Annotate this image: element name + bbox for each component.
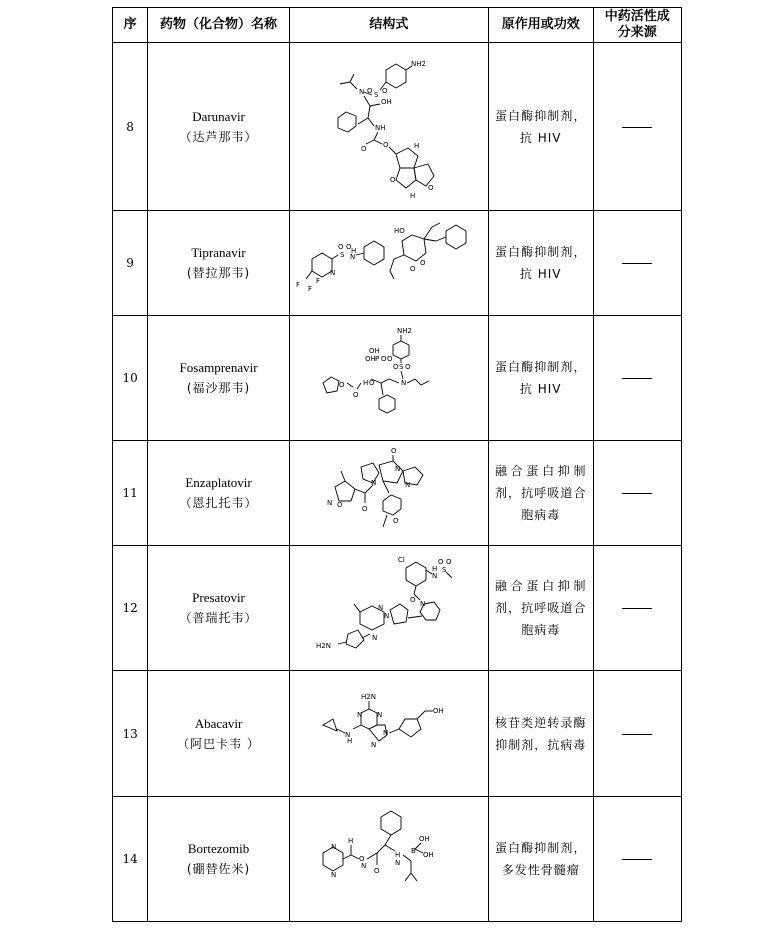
atom-label: OH	[432, 706, 444, 715]
atom-label: N	[360, 862, 367, 870]
atom-label: Cl	[397, 556, 405, 564]
tipranavir-structure	[294, 217, 484, 309]
table-row	[113, 546, 682, 671]
atom-label: O	[373, 867, 380, 875]
structure-cell	[289, 797, 488, 922]
row-number: 14	[113, 797, 148, 922]
atom-label: N	[419, 600, 426, 608]
atom-label: OH	[422, 851, 434, 859]
drug-name	[148, 797, 290, 922]
atom-label: O	[419, 259, 426, 267]
drug-name-zh: （达芦那韦）	[179, 129, 258, 144]
atom-label: O	[366, 86, 373, 95]
row-number: 11	[113, 441, 148, 546]
atom-label: NH	[374, 123, 386, 132]
atom-label: P	[374, 355, 380, 363]
atom-label: O	[437, 558, 444, 566]
atom-label: S	[441, 566, 447, 574]
atom-label: N	[394, 465, 401, 473]
table-row	[113, 797, 682, 922]
structure-cell	[289, 43, 488, 211]
atom-label: N	[370, 740, 377, 749]
original-effect: 蛋白酶抑制剂，抗 HIV	[488, 43, 593, 211]
atom-label: H	[347, 837, 354, 845]
drug-name	[148, 211, 290, 316]
atom-label: N	[377, 604, 384, 612]
atom-label: N	[358, 87, 365, 96]
empty-dash	[622, 263, 652, 264]
atom-label: O	[338, 381, 345, 389]
original-effect: 融合蛋白抑制剂，抗呼吸道合胞病毒	[488, 441, 593, 546]
atom-label: O	[380, 355, 387, 363]
structure-cell	[289, 316, 488, 441]
atom-label: O	[337, 243, 344, 251]
drug-name-zh: （普瑞托韦）	[179, 611, 258, 625]
drug-name	[148, 43, 290, 211]
header-tcm-line2: 分来源	[617, 25, 657, 40]
tcm-source	[593, 43, 682, 211]
atom-label: OH	[418, 835, 430, 843]
empty-dash	[622, 734, 652, 735]
original-effect: 蛋白酶抑制剂，抗 HIV	[488, 211, 593, 316]
row-number: 10	[113, 316, 148, 441]
atom-label: H2N	[360, 692, 376, 701]
row-number: 13	[113, 671, 148, 797]
drug-name-en: Abacavir	[194, 715, 243, 731]
header-tcm-line1: 中药活性成	[604, 9, 670, 24]
header-structure: 结构式	[289, 8, 488, 43]
row-number: 9	[113, 211, 148, 316]
atom-label: H	[409, 191, 416, 200]
row-number: 8	[113, 43, 148, 211]
atom-label: O	[390, 447, 397, 455]
atom-label: O	[445, 558, 452, 566]
drug-name-zh: (福沙那韦)	[186, 381, 251, 395]
atom-label: NH2	[396, 327, 412, 335]
atom-label: OH	[380, 97, 392, 106]
header-no: 序	[113, 8, 148, 43]
drug-name-en: Darunavir	[192, 108, 245, 124]
atom-label: O	[404, 363, 411, 371]
empty-dash	[622, 493, 652, 494]
empty-dash	[622, 608, 652, 609]
enzaplatovir-structure	[319, 445, 459, 541]
atom-label: O	[381, 86, 388, 95]
atom-label: O	[389, 175, 396, 184]
header-effect: 原作用或功效	[488, 8, 593, 43]
atom-label: O	[382, 140, 389, 149]
drug-name-en: Bortezomib	[187, 841, 250, 856]
atom-label: H	[394, 851, 401, 859]
atom-label: N	[326, 499, 333, 507]
empty-dash	[622, 859, 652, 860]
atom-label: S	[339, 251, 345, 259]
atom-label: N	[404, 481, 411, 489]
atom-label: H	[413, 141, 420, 150]
atom-label: N	[330, 871, 337, 879]
atom-label: H2N	[315, 642, 331, 650]
atom-label: N	[344, 730, 351, 739]
atom-label: F	[315, 277, 320, 285]
atom-label: O	[361, 505, 368, 513]
atom-label: N	[383, 612, 390, 620]
drug-name-zh: (替拉那韦)	[186, 266, 251, 280]
atom-label: N	[330, 843, 337, 851]
atom-label: O	[360, 144, 367, 153]
atom-label: H	[431, 565, 438, 573]
tcm-source	[593, 316, 682, 441]
header-name: 药物（化合物）名称	[148, 8, 290, 43]
table-row	[113, 441, 682, 546]
atom-label: O	[392, 517, 399, 525]
original-effect: 蛋白酶抑制剂，多发性骨髓瘤	[488, 797, 593, 922]
atom-label: N	[371, 634, 378, 642]
atom-label: OH	[364, 355, 376, 363]
tcm-source	[593, 546, 682, 671]
atom-label: H	[362, 379, 369, 387]
atom-label: O	[336, 501, 343, 509]
drug-name-en: Tipranavir	[191, 245, 246, 260]
atom-label: OH	[368, 347, 380, 355]
abacavir-structure	[319, 689, 459, 779]
darunavir-structure	[324, 52, 454, 202]
table-row	[113, 43, 682, 211]
atom-label: S	[398, 363, 404, 371]
drug-name-zh: （阿巴卡韦 ）	[177, 736, 260, 751]
empty-dash	[622, 127, 652, 128]
tcm-source	[593, 797, 682, 922]
atom-label: N	[370, 479, 377, 487]
row-number: 12	[113, 546, 148, 671]
drug-name	[148, 546, 290, 671]
atom-label: O	[358, 855, 365, 863]
atom-label: N	[356, 710, 363, 719]
atom-label: O	[427, 183, 434, 192]
atom-label: H	[346, 736, 353, 745]
drug-name-en: Enzaplatovir	[185, 475, 252, 490]
atom-label: O	[352, 391, 359, 399]
tcm-source	[593, 211, 682, 316]
atom-label: F	[307, 285, 312, 293]
header-row	[113, 8, 682, 43]
atom-label: N	[349, 253, 356, 261]
atom-label: H	[350, 247, 357, 255]
drug-name-en: Fosamprenavir	[179, 360, 258, 375]
atom-label: O	[368, 379, 375, 387]
atom-label: O	[345, 243, 352, 251]
atom-label: HO	[393, 227, 405, 235]
atom-label: N	[400, 379, 407, 387]
table-row	[113, 316, 682, 441]
original-effect: 融合蛋白抑制剂，抗呼吸道合胞病毒	[488, 546, 593, 671]
drug-name	[148, 441, 290, 546]
drug-table	[112, 7, 682, 922]
atom-label: N	[382, 728, 389, 737]
drug-name-zh: （恩扎托韦）	[179, 496, 258, 510]
atom-label: S	[373, 90, 379, 99]
atom-label: B	[410, 847, 416, 855]
bortezomib-structure	[319, 809, 459, 909]
drug-name-zh: (硼替佐米)	[186, 862, 251, 876]
original-effect: 蛋白酶抑制剂，抗 HIV	[488, 316, 593, 441]
fosamprenavir-structure	[319, 323, 459, 433]
structure-cell	[289, 546, 488, 671]
empty-dash	[622, 378, 652, 379]
atom-label: N	[431, 572, 438, 580]
atom-label: F	[295, 281, 300, 289]
atom-label: O	[392, 363, 399, 371]
presatovir-structure	[314, 552, 464, 664]
structure-cell	[289, 441, 488, 546]
tcm-source	[593, 441, 682, 546]
drug-name	[148, 671, 290, 797]
atom-label: N	[394, 859, 401, 867]
atom-label: O	[409, 596, 416, 604]
drug-name	[148, 316, 290, 441]
atom-label: N	[376, 710, 383, 719]
tcm-source	[593, 671, 682, 797]
atom-label: NH2	[410, 59, 426, 68]
drug-name-en: Presatovir	[192, 590, 245, 605]
structure-cell	[289, 671, 488, 797]
table-row	[113, 671, 682, 797]
table-row	[113, 211, 682, 316]
atom-label: O	[409, 265, 416, 273]
atom-label: O	[386, 355, 393, 363]
original-effect: 核苷类逆转录酶抑制剂，抗病毒	[488, 671, 593, 797]
structure-cell	[289, 211, 488, 316]
header-tcm-source	[593, 8, 682, 43]
atom-label: N	[329, 269, 336, 277]
